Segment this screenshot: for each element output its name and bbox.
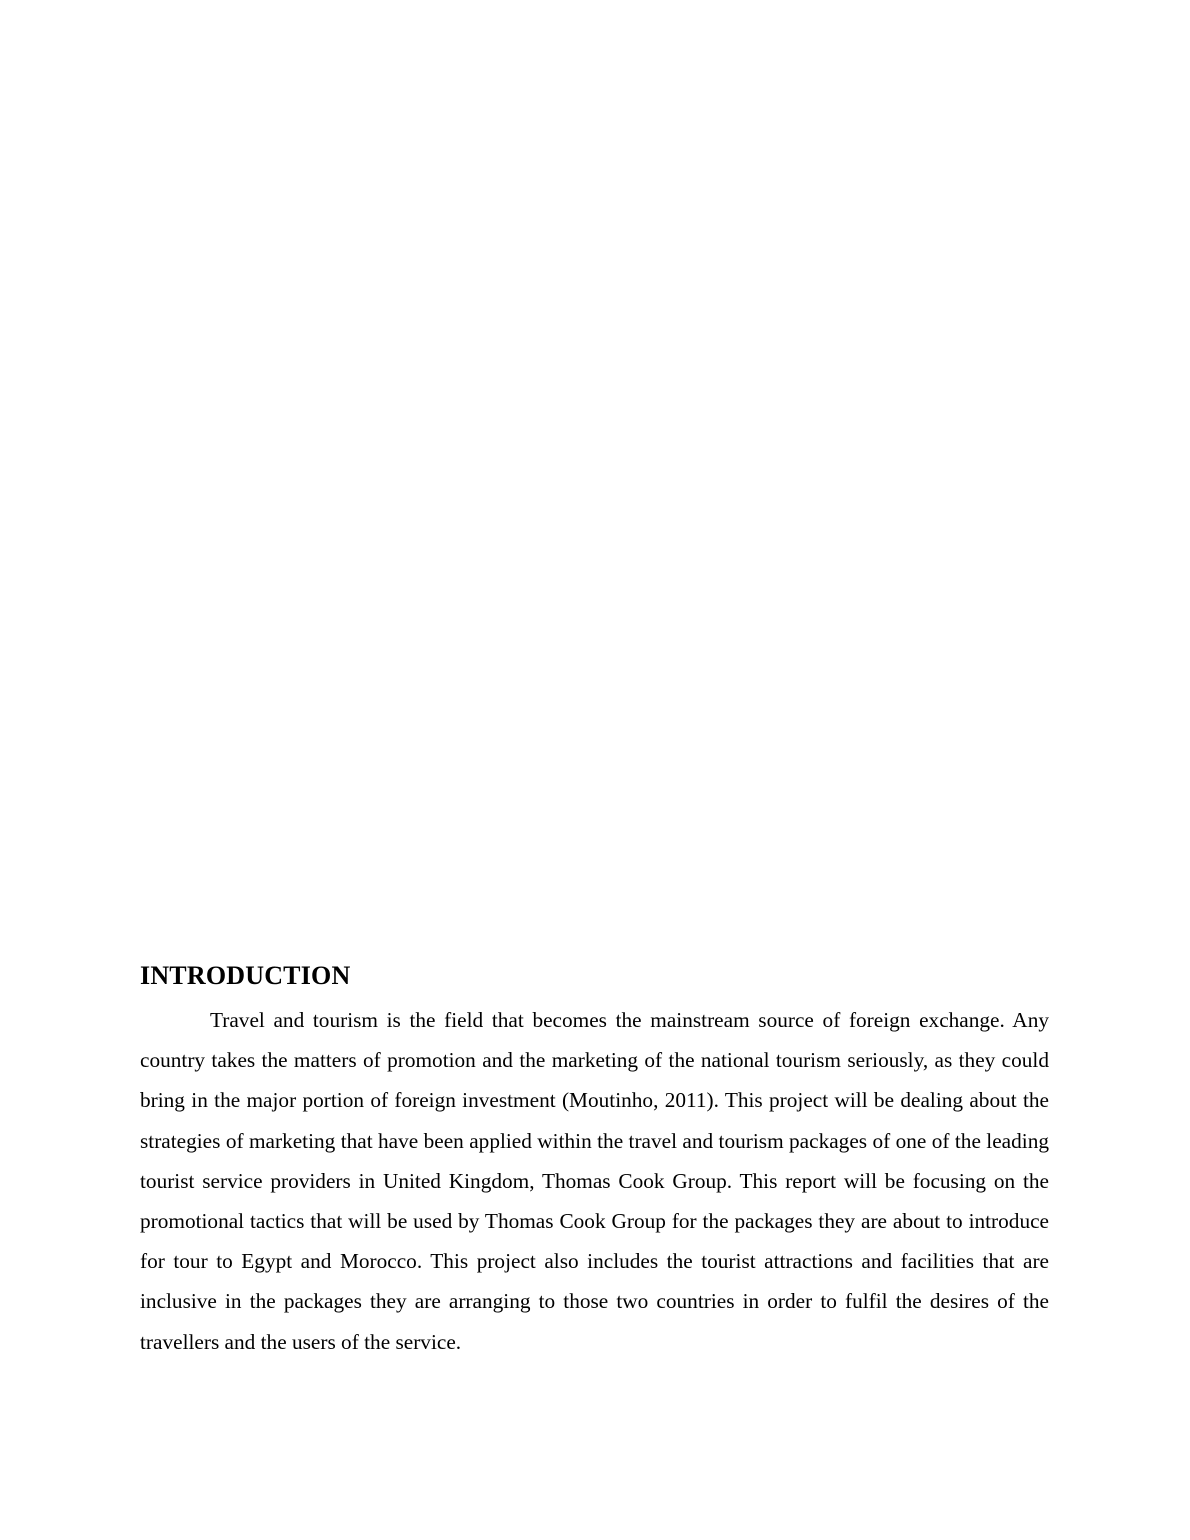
introduction-paragraph: Travel and tourism is the field that becomes the mainstream source of foreign exchange. Any country takes the matters of promotion and the marketing of the national tourism seriously, as they could bring in the major portion of foreign investment (Moutinho, 2011). This project will be dealing about the strategies of marketing that have been applied within the travel and tourism packages of one of the leading tourist service providers in United Kingdom, Thomas Cook Group. This report will be focusing on the promotional tactics that will be used by Thomas Cook Group for the packages they are about to introduce for tour to Egypt and Morocco. This project also includes the tourist attractions and facilities that are inclusive in the packages they are arranging to those two countries in order to fulfil the desires of the travellers and the users of the service.	[140, 1008, 1049, 1354]
section-heading: INTRODUCTION	[140, 961, 351, 990]
introduction-section	[140, 958, 1049, 1362]
